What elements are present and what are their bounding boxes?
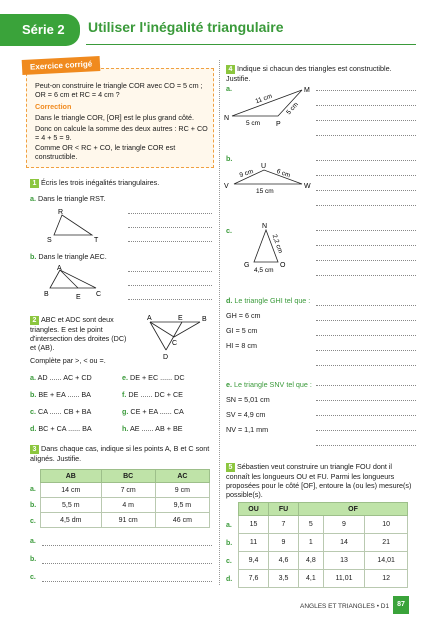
- ex4-instruction: [226, 64, 416, 83]
- answer-line[interactable]: [316, 245, 416, 246]
- ex5-row-label: a.: [226, 522, 232, 529]
- ex3-table: [40, 469, 210, 528]
- corrected-exercise-tag: Exercice corrigé: [22, 56, 101, 75]
- point-e: E: [178, 315, 183, 322]
- answer-line[interactable]: [316, 135, 416, 136]
- ex4-e-value: SN = 5,01 cm: [226, 395, 270, 404]
- vertex-c: C: [96, 291, 102, 298]
- page-number: 87: [397, 601, 405, 608]
- table-row: 15 7 5 9 10: [239, 516, 408, 534]
- ex2-item: a. AD ...... AC + CD: [30, 373, 92, 382]
- svg-text:V: V: [224, 183, 229, 190]
- column-divider: [219, 60, 220, 585]
- answer-line[interactable]: [316, 230, 416, 231]
- svg-text:U: U: [261, 163, 267, 170]
- triangle-mnp-figure: [222, 82, 317, 132]
- answer-line[interactable]: [128, 271, 212, 272]
- ex1-a: [30, 194, 106, 203]
- svg-text:P: P: [276, 121, 281, 128]
- point-d: D: [163, 354, 169, 361]
- answer-line[interactable]: [42, 581, 212, 582]
- svg-text:5 cm: 5 cm: [285, 101, 300, 117]
- answer-line[interactable]: [128, 227, 212, 228]
- ex5-header: FU: [269, 503, 299, 516]
- ex5-row-label: c.: [226, 558, 232, 565]
- table-row: 14 cm 7 cm 9 cm: [41, 483, 210, 498]
- answer-line[interactable]: [316, 430, 416, 431]
- answer-line[interactable]: [316, 275, 416, 276]
- answer-line[interactable]: [316, 90, 416, 91]
- vertex-t: T: [94, 237, 99, 244]
- ex4-a-label: a.: [226, 84, 232, 93]
- vertex-s: S: [47, 237, 52, 244]
- correction-p1: Dans le triangle COR, [OR] est le plus grand côté.: [35, 113, 194, 122]
- ex3-answer-label: b.: [30, 556, 37, 563]
- ex2-item: b. BE + EA ...... BA: [30, 390, 91, 399]
- svg-text:9 cm: 9 cm: [238, 168, 255, 180]
- ex5-table: [238, 502, 408, 588]
- of-option[interactable]: 4,1: [299, 570, 324, 588]
- ex2-item: h. AE ...... AB + BE: [122, 424, 183, 433]
- svg-text:11 cm: 11 cm: [254, 92, 274, 106]
- ex4-c-label: c.: [226, 226, 232, 235]
- ex1-number: 1: [30, 179, 39, 188]
- ex3-row-label: b.: [30, 502, 37, 509]
- ex1-a-text: Dans le triangle RST.: [38, 194, 106, 203]
- ex5-instruction-text: Sébastien veut construire un triangle FOU dont il connaît les longueurs OU et FU. Parmi les longueurs proposées pour le côté [OF], entoure la (ou les) mesure(s) possible(s).: [226, 462, 412, 499]
- answer-line[interactable]: [128, 213, 212, 214]
- ex3-row-label: c.: [30, 518, 36, 525]
- ex5-row-label: b.: [226, 540, 233, 547]
- ex3-number: 3: [30, 445, 39, 454]
- svg-text:6 cm: 6 cm: [275, 167, 292, 180]
- series-badge: [0, 14, 80, 46]
- of-option[interactable]: 14,01: [365, 552, 408, 570]
- point-a: A: [147, 315, 152, 322]
- ex2-item: f. DE ...... DC + CE: [122, 390, 183, 399]
- ex1-instruction: [30, 178, 215, 188]
- answer-line[interactable]: [316, 205, 416, 206]
- ex2-item: c. CA ...... CB + BA: [30, 407, 92, 416]
- ex3-header: AB: [41, 470, 102, 483]
- svg-text:2,2 cm: 2,2 cm: [270, 233, 284, 255]
- ex3-row-label: a.: [30, 486, 36, 493]
- answer-line[interactable]: [316, 335, 416, 336]
- answer-line[interactable]: [316, 320, 416, 321]
- point-b: B: [202, 316, 207, 323]
- ex5-header: OF: [299, 503, 408, 516]
- answer-line[interactable]: [128, 241, 212, 242]
- of-option[interactable]: 21: [365, 534, 408, 552]
- ex2-item: e. DE + EC ...... DC: [122, 373, 185, 382]
- answer-line[interactable]: [316, 365, 416, 366]
- answer-line[interactable]: [316, 120, 416, 121]
- ex2-number: 2: [30, 316, 39, 325]
- answer-line[interactable]: [316, 160, 416, 161]
- svg-text:4,5 cm: 4,5 cm: [254, 267, 274, 274]
- answer-line[interactable]: [128, 299, 212, 300]
- correction-p2: Donc on calcule la somme des deux autres : RC + CO = 4 + 5 = 9.: [35, 124, 208, 142]
- corrected-question: Peut-on construire le triangle COR avec CO = 5 cm ; OR = 6 cm et RC = 4 cm ?: [35, 81, 203, 99]
- table-row: 11 9 1 14 21: [239, 534, 408, 552]
- ex3-header: AC: [155, 470, 209, 483]
- ex2-item: g. CE + EA ...... CA: [122, 407, 184, 416]
- svg-text:M: M: [304, 87, 310, 94]
- of-option[interactable]: 13: [323, 552, 365, 570]
- answer-line[interactable]: [316, 400, 416, 401]
- answer-line[interactable]: [316, 175, 416, 176]
- svg-text:N: N: [262, 223, 268, 230]
- ex1-b: [30, 252, 107, 261]
- answer-line[interactable]: [316, 350, 416, 351]
- answer-line[interactable]: [316, 260, 416, 261]
- ex4-instruction-text: Indique si chacun des triangles est constructible. Justifie.: [226, 64, 392, 83]
- triangle-aec-figure: [40, 262, 110, 302]
- ex2-figure: [140, 312, 215, 362]
- ex4-d-value: GI = 5 cm: [226, 326, 258, 335]
- correction-p3: Comme OR < RC + CO, le triangle COR est constructible.: [35, 143, 176, 161]
- ex4-d: d. Le triangle GHI tel que :: [226, 296, 311, 305]
- ex2-instruction-text: ABC et ADC sont deux triangles. E est le point d'intersection des droites (DC) et (AB).: [30, 315, 127, 352]
- series-label: Série 2: [22, 22, 65, 37]
- footer-chapter: ANGLES ET TRIANGLES • D1: [300, 603, 390, 610]
- page-title: Utiliser l'inégalité triangulaire: [88, 19, 284, 35]
- ex1-a-label: a.: [30, 194, 36, 203]
- point-c: C: [172, 340, 178, 347]
- ex3-header: BC: [101, 470, 155, 483]
- svg-text:W: W: [304, 183, 311, 190]
- vertex-e: E: [76, 294, 81, 301]
- of-option[interactable]: 4,8: [299, 552, 324, 570]
- answer-line[interactable]: [42, 563, 212, 564]
- ex4-e-value: NV = 1,1 mm: [226, 425, 269, 434]
- of-option[interactable]: 12: [365, 570, 408, 588]
- ex1-instruction-text: Écris les trois inégalités triangulaires.: [41, 178, 160, 187]
- svg-text:G: G: [244, 262, 250, 269]
- answer-line[interactable]: [128, 285, 212, 286]
- of-option[interactable]: 1: [299, 534, 324, 552]
- ex5-number: 5: [226, 463, 235, 472]
- ex2-instruction: [30, 315, 130, 352]
- answer-line[interactable]: [316, 385, 416, 386]
- vertex-b: B: [44, 291, 49, 298]
- ex4-b-label: b.: [226, 154, 233, 163]
- table-row: 9,4 4,6 4,8 13 14,01: [239, 552, 408, 570]
- answer-line[interactable]: [42, 545, 212, 546]
- page-number-badge: [393, 596, 409, 614]
- ex2-complete: Complète par >, < ou =.: [30, 356, 106, 365]
- ex3-instruction-text: Dans chaque cas, indique si les points A, B et C sont alignés. Justifie.: [30, 444, 210, 463]
- ex3-answer-label: c.: [30, 574, 36, 581]
- table-row: 4,5 dm 91 cm 46 cm: [41, 513, 210, 528]
- ex4-e: e. Le triangle SNV tel que :: [226, 380, 312, 389]
- correction-label: Correction: [35, 102, 72, 111]
- triangle-rst-figure: [40, 205, 110, 245]
- ex4-e-value: SV = 4,9 cm: [226, 410, 266, 419]
- svg-text:5 cm: 5 cm: [246, 120, 261, 127]
- answer-line[interactable]: [316, 105, 416, 106]
- ex5-instruction: [226, 462, 416, 499]
- ex4-number: 4: [226, 65, 235, 74]
- of-option[interactable]: 5: [299, 516, 324, 534]
- vertex-a: A: [57, 265, 62, 272]
- of-option[interactable]: 9: [323, 516, 365, 534]
- svg-text:O: O: [280, 262, 286, 269]
- ex5-row-label: d.: [226, 576, 233, 583]
- ex2-item: d. BC + CA ...... BA: [30, 424, 92, 433]
- table-row: 5,5 m 4 m 9,5 m: [41, 498, 210, 513]
- triangle-uvw-figure: [222, 160, 317, 196]
- ex1-b-text: Dans le triangle AEC.: [38, 252, 107, 261]
- ex3-answer-label: a.: [30, 538, 36, 545]
- ex3-instruction: [30, 444, 215, 463]
- triangle-ngo-figure: [238, 220, 298, 275]
- answer-line[interactable]: [316, 415, 416, 416]
- ex5-header: OU: [239, 503, 269, 516]
- svg-text:N: N: [224, 115, 230, 122]
- ex4-d-value: HI = 8 cm: [226, 341, 257, 350]
- of-option[interactable]: 10: [365, 516, 408, 534]
- ex4-d-value: GH = 6 cm: [226, 311, 261, 320]
- ex1-b-label: b.: [30, 252, 37, 261]
- table-row: 7,6 3,5 4,1 11,01 12: [239, 570, 408, 588]
- of-option[interactable]: 14: [323, 534, 365, 552]
- title-underline: [86, 44, 416, 45]
- vertex-r: R: [58, 209, 64, 216]
- svg-text:15 cm: 15 cm: [256, 188, 274, 195]
- answer-line[interactable]: [316, 305, 416, 306]
- answer-line[interactable]: [316, 190, 416, 191]
- of-option[interactable]: 11,01: [323, 570, 365, 588]
- answer-line[interactable]: [316, 445, 416, 446]
